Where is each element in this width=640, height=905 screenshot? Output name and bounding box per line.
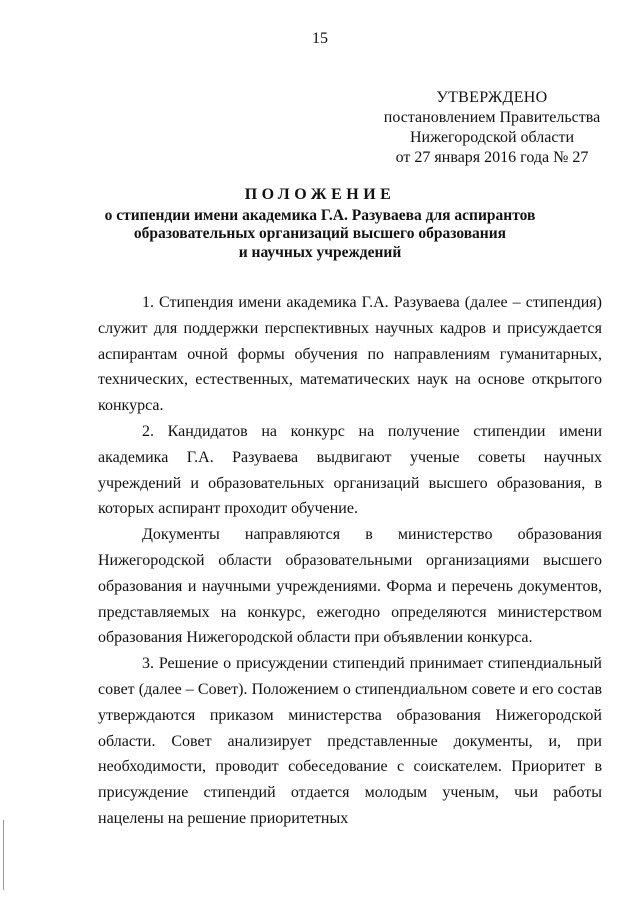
heading-line-2: образовательных организаций высшего образования <box>133 225 507 242</box>
document-body <box>98 290 602 832</box>
heading-line-3: и научных учреждений <box>238 243 402 261</box>
approval-line-3: от 27 января 2016 года № 27 <box>395 149 589 166</box>
approval-line-1: постановлением Правительства <box>383 109 601 126</box>
paragraph-4: 3. Решение о присуждении стипендий принимает стипендиальный совет (далее – Совет). Положением о стипендиальном совете и его состав утверждаются приказом министерства образования Нижегородской области. Совет анализирует представленные документы, и, при необходимости, проводит собеседование с соискателем. Приоритет в присуждение стипендий отдается молодым ученым, чьи работы нацелены на решение приоритетных <box>98 655 602 827</box>
paragraph-1: 1. Стипендия имени академика Г.А. Разуваева (далее – стипендия) служит для поддержки перспективных научных кадров и присуждается аспирантам очной формы обучения по направлениям гуманитарных, технических, естественных, математических наук на основе открытого конкурса. <box>98 294 602 415</box>
page-number: 15 <box>312 30 328 47</box>
paragraph-3: Документы направляются в министерство образования Нижегородской области образовательными организациями высшего образования и научными учреждениями. Форма и перечень документов, представляемых на конкурс, ежегодно определяются министерством образования Нижегородской области при объявлении конкурса. <box>98 526 602 647</box>
document-title: ПОЛОЖЕНИЕ <box>244 186 396 203</box>
approval-stamp <box>372 88 612 168</box>
approval-line-2: Нижегородской области <box>409 129 574 146</box>
scan-margin-line <box>3 820 4 890</box>
heading-line-1: о стипендии имени академика Г.А. Разуваева для аспирантов <box>104 206 536 224</box>
approval-title: УТВЕРЖДЕНО <box>436 89 548 106</box>
document-heading <box>60 186 580 262</box>
paragraph-2: 2. Кандидатов на конкурс на получение стипендии имени академика Г.А. Разуваева выдвигают ученые советы научных учреждений и образовательных организаций высшего образования, в которых аспирант проходит обучение. <box>98 422 602 518</box>
